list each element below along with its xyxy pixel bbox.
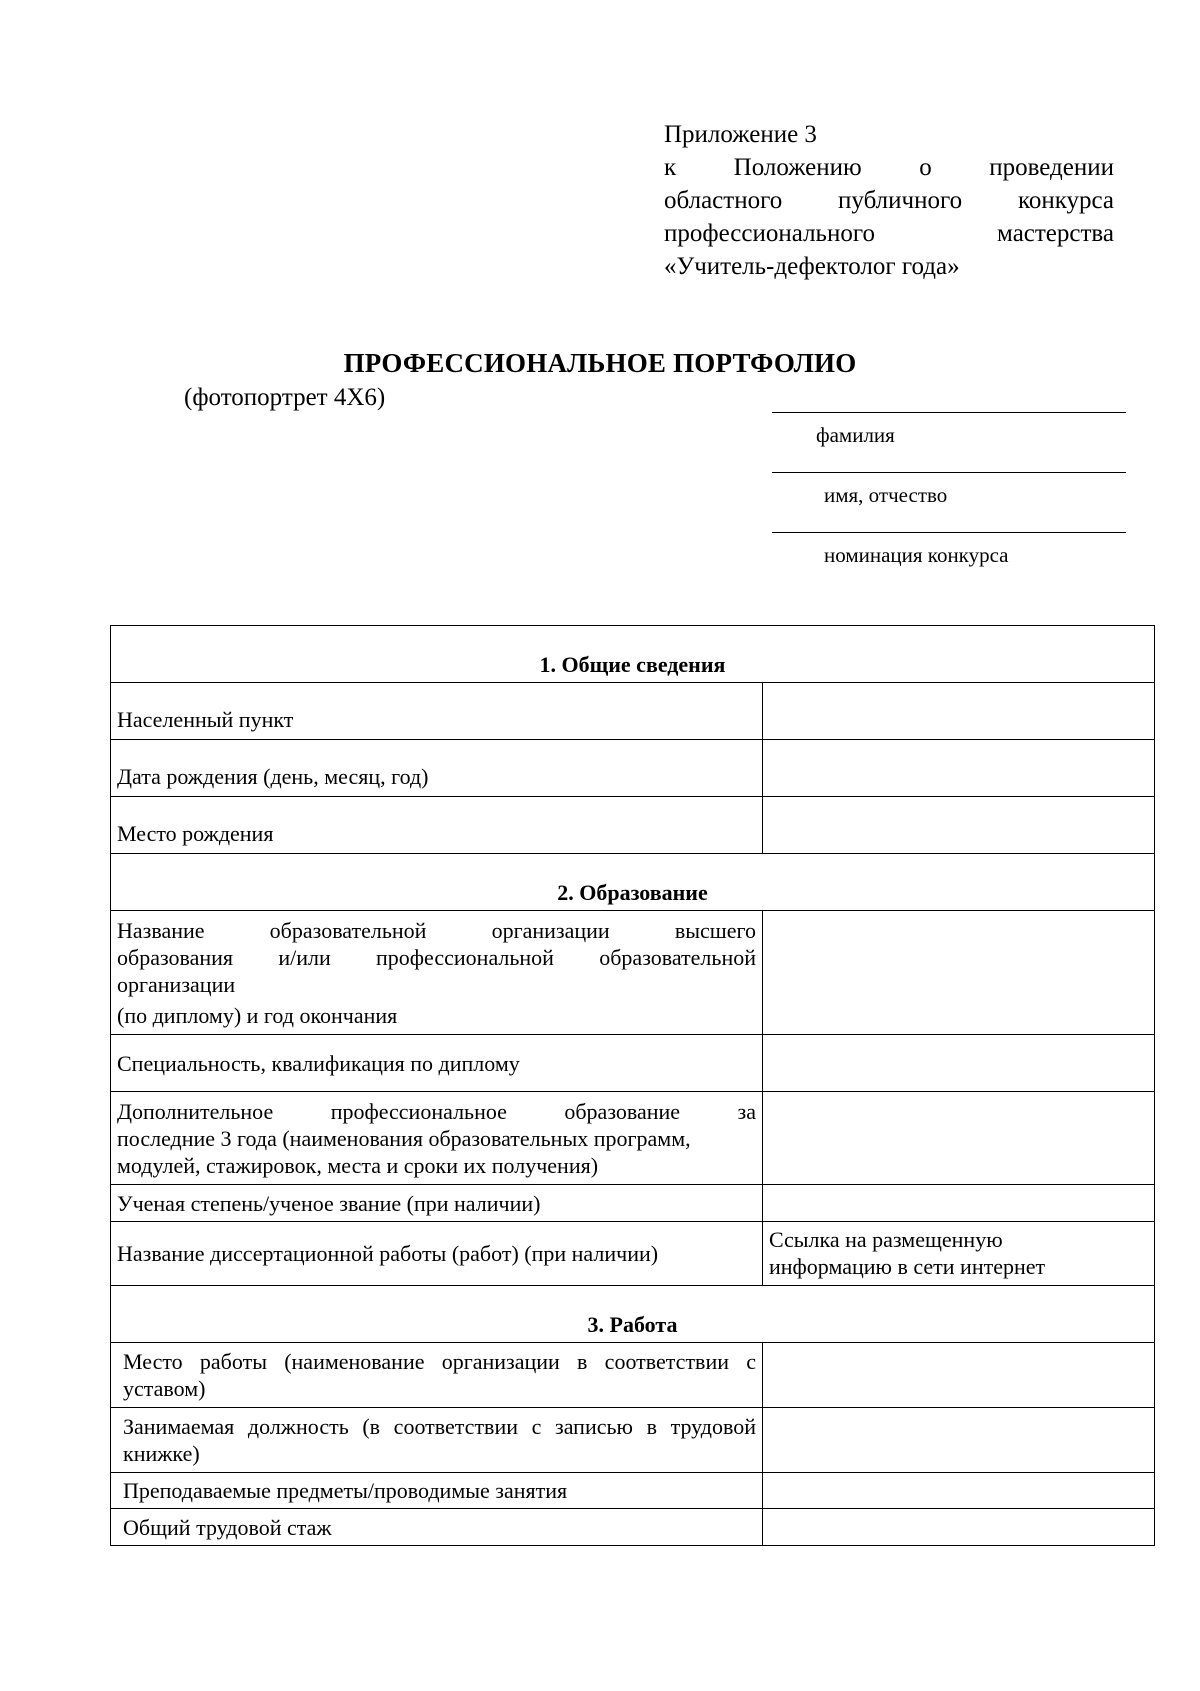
row-label: Населенный пункт (111, 683, 763, 740)
internet-link-cell[interactable] (763, 1222, 1155, 1286)
row-value-input[interactable] (763, 1408, 1155, 1473)
row-label: Общий трудовой стаж (111, 1509, 763, 1546)
row-label: Название диссертационной работы (работ) (при наличии) (111, 1222, 763, 1286)
document-title: ПРОФЕССИОНАЛЬНОЕ ПОРТФОЛИО (343, 348, 857, 378)
nomination-caption: номинация конкурса (824, 543, 1009, 567)
row-label-line: уставом) (123, 1376, 206, 1401)
row-label (111, 1092, 763, 1185)
row-value-input[interactable] (763, 1185, 1155, 1222)
surname-field[interactable] (772, 412, 1126, 448)
row-label: Дата рождения (день, месяц, год) (111, 740, 763, 797)
row-label: Место рождения (111, 797, 763, 854)
table-row (111, 1222, 1155, 1286)
row-label-line: последние 3 года (наименования образовательных программ, (117, 1125, 691, 1151)
row-label-line: Дополнительное профессиональное образование за (117, 1098, 756, 1124)
portfolio-table (110, 625, 1155, 1546)
row-value-input[interactable] (763, 1343, 1155, 1408)
internet-link-text: информацию в сети интернет (769, 1254, 1046, 1279)
section-heading-work: 3. Работа (111, 1286, 1155, 1343)
table-row (111, 1343, 1155, 1408)
surname-caption: фамилия (816, 423, 895, 447)
surname-line (772, 412, 1126, 413)
row-value-input[interactable] (763, 1509, 1155, 1546)
row-value-input[interactable] (763, 683, 1155, 740)
section-heading-row (111, 854, 1155, 911)
row-label-line: организации (117, 971, 236, 997)
row-label (111, 1343, 763, 1408)
row-label-line: образования и/или профессиональной образовательной (117, 944, 756, 970)
appendix-reference-line: профессионального мастерства (664, 220, 1114, 247)
appendix-reference-line: к Положению о проведении (664, 154, 1114, 181)
row-label: Ученая степень/ученое звание (при наличии) (111, 1185, 763, 1222)
table-row (111, 1408, 1155, 1473)
appendix-contest-name: «Учитель-дефектолог года» (664, 253, 960, 280)
section-heading-education: 2. Образование (111, 854, 1155, 911)
name-patronymic-line (772, 472, 1126, 473)
table-row (111, 740, 1155, 797)
row-label (111, 1408, 763, 1473)
section-heading-general: 1. Общие сведения (111, 626, 1155, 683)
row-label-line: Место работы (наименование организации в соответствии с (123, 1349, 756, 1374)
name-patronymic-caption: имя, отчество (824, 483, 948, 507)
appendix-number: Приложение 3 (664, 121, 817, 148)
nomination-line (772, 532, 1126, 533)
row-value-input[interactable] (763, 1092, 1155, 1185)
row-value-input[interactable] (763, 797, 1155, 854)
row-value-input[interactable] (763, 740, 1155, 797)
section-heading-row (111, 1286, 1155, 1343)
row-label: Специальность, квалификация по диплому (111, 1035, 763, 1092)
nomination-field[interactable] (772, 532, 1126, 568)
table-row (111, 683, 1155, 740)
section-heading-row (111, 626, 1155, 683)
table-row (111, 1035, 1155, 1092)
row-label-line: модулей, стажировок, места и сроки их получения) (117, 1152, 599, 1178)
table-row (111, 1509, 1155, 1546)
row-label-line: (по диплому) и год окончания (117, 1002, 398, 1028)
row-label: Преподаваемые предметы/проводимые занятия (111, 1473, 763, 1509)
table-row (111, 1185, 1155, 1222)
internet-link-text: Ссылка на размещенную (769, 1227, 1003, 1252)
row-label (111, 911, 763, 1035)
row-label-line: Занимаемая должность (в соответствии с записью в трудовой (123, 1414, 756, 1439)
table-row (111, 1092, 1155, 1185)
name-patronymic-field[interactable] (772, 472, 1126, 508)
table-row (111, 1473, 1155, 1509)
photo-placeholder-note: (фотопортрет 4Х6) (184, 384, 386, 411)
table-row (111, 797, 1155, 854)
appendix-header (664, 118, 1114, 283)
row-label-line: Название образовательной организации высшего (117, 917, 756, 943)
row-value-input[interactable] (763, 1473, 1155, 1509)
row-value-input[interactable] (763, 911, 1155, 1035)
row-label-line: книжке) (123, 1441, 200, 1466)
table-row (111, 911, 1155, 1035)
appendix-reference-line: областного публичного конкурса (664, 187, 1114, 214)
row-value-input[interactable] (763, 1035, 1155, 1092)
